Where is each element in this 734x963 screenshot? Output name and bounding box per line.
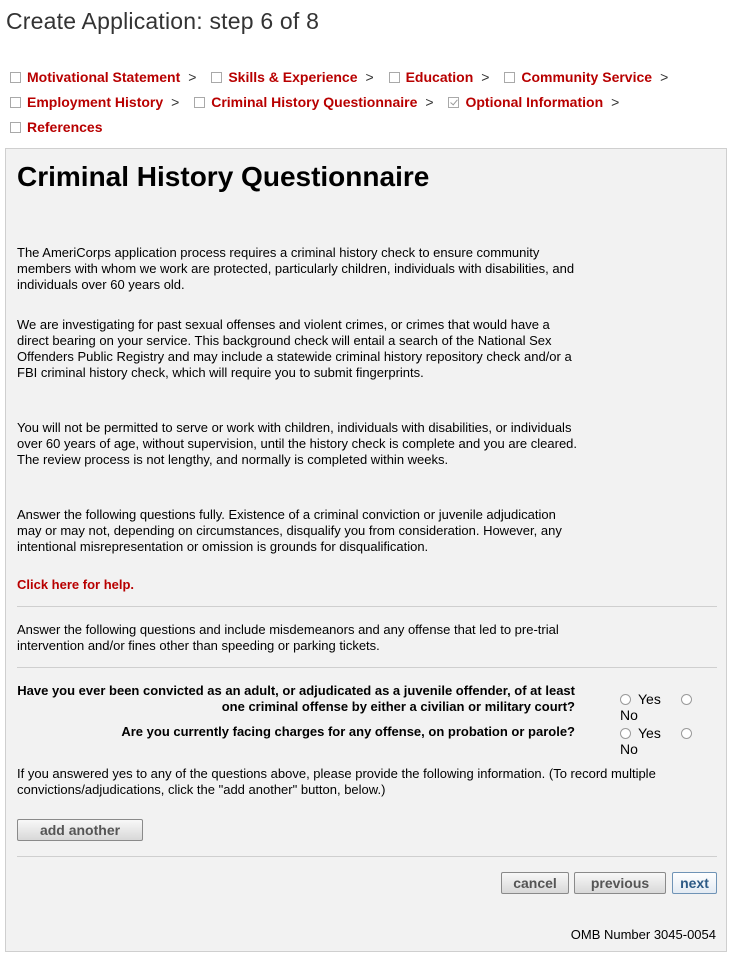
radio-label-yes: Yes: [638, 691, 661, 707]
divider: [17, 667, 717, 668]
omb-number: OMB Number 3045-0054: [570, 927, 716, 942]
add-another-button[interactable]: add another: [17, 819, 143, 841]
step-checkbox[interactable]: [389, 72, 400, 83]
radio-label-no: No: [620, 707, 638, 723]
step-checkbox[interactable]: [10, 122, 21, 133]
step-optional-information[interactable]: [448, 90, 628, 115]
step-separator: >: [188, 69, 197, 85]
step-link[interactable]: References: [27, 119, 103, 135]
step-link[interactable]: Education: [405, 69, 474, 85]
step-link[interactable]: Optional Information: [465, 94, 604, 110]
step-navigation: [10, 65, 725, 140]
step-education[interactable]: [389, 65, 499, 90]
step-checkbox[interactable]: [10, 97, 21, 108]
next-button[interactable]: next: [672, 872, 717, 894]
radio-charges-no[interactable]: [681, 728, 692, 739]
step-criminal-history[interactable]: [194, 90, 442, 115]
step-link[interactable]: Employment History: [27, 94, 164, 110]
radio-label-no: No: [620, 741, 638, 757]
step-link[interactable]: Community Service: [521, 69, 653, 85]
step-motivational-statement[interactable]: [10, 65, 205, 90]
question-convicted: Have you ever been convicted as an adult, or adjudicated as a juvenile offender, of at least one criminal offense by either a civilian or military court?: [17, 683, 575, 714]
previous-button[interactable]: previous: [574, 872, 666, 894]
step-community-service[interactable]: [504, 65, 677, 90]
step-checkbox[interactable]: [194, 97, 205, 108]
step-separator: >: [171, 94, 180, 110]
step-link[interactable]: Skills & Experience: [228, 69, 358, 85]
step-checkbox-checked[interactable]: [448, 97, 459, 108]
question-facing-charges-options: [620, 725, 726, 757]
investigation-paragraph: We are investigating for past sexual offenses and violent crimes, or crimes that would have a direct bearing on your service. This background check will entail a search of the National Sex Offenders Public Registry and may include a statewide criminal history repository check and/or a FBI criminal history check, which will require you to submit fingerprints.: [17, 317, 572, 380]
page-title: Create Application: step 6 of 8: [6, 8, 320, 34]
step-separator: >: [611, 94, 620, 110]
radio-label-yes: Yes: [638, 725, 661, 741]
cancel-button[interactable]: cancel: [501, 872, 569, 894]
step-link[interactable]: Criminal History Questionnaire: [211, 94, 418, 110]
step-employment-history[interactable]: [10, 90, 188, 115]
step-link[interactable]: Motivational Statement: [27, 69, 181, 85]
step-separator: >: [365, 69, 374, 85]
step-checkbox[interactable]: [211, 72, 222, 83]
step-skills-experience[interactable]: [211, 65, 382, 90]
divider: [17, 606, 717, 607]
radio-convicted-no[interactable]: [681, 694, 692, 705]
intro-paragraph: The AmeriCorps application process requires a criminal history check to ensure community members with whom we work are protected, particularly children, individuals with disabilities, and individuals over 60 years old.: [17, 245, 575, 292]
radio-convicted-yes[interactable]: [620, 694, 631, 705]
supervision-paragraph: You will not be permitted to serve or work with children, individuals with disabilities, or individuals over 60 years of age, without supervision, until the history check is complete and you are cleared. The review process is not lengthy, and normally is completed within weeks.: [17, 420, 578, 467]
step-separator: >: [425, 94, 434, 110]
question-convicted-options: [620, 691, 726, 723]
divider: [17, 856, 717, 857]
step-references[interactable]: [10, 115, 103, 140]
question-facing-charges: Are you currently facing charges for any offense, on probation or parole?: [121, 724, 575, 739]
additional-info-paragraph: If you answered yes to any of the questions above, please provide the following information. (To record multiple convictions/adjudications, click the "add another" button, below.): [17, 766, 656, 797]
section-title: Criminal History Questionnaire: [17, 161, 430, 192]
step-checkbox[interactable]: [504, 72, 515, 83]
step-separator: >: [481, 69, 490, 85]
step-separator: >: [660, 69, 669, 85]
radio-charges-yes[interactable]: [620, 728, 631, 739]
step-checkbox[interactable]: [10, 72, 21, 83]
questionnaire-panel: [5, 148, 727, 952]
help-link[interactable]: Click here for help.: [17, 577, 135, 592]
disqualification-paragraph: Answer the following questions fully. Existence of a criminal conviction or juvenile adjudication may or may not, depending on circumstances, disqualify you from consideration. However, any intentional misrepresentation or omission is grounds for disqualification.: [17, 507, 562, 554]
instructions-paragraph: Answer the following questions and include misdemeanors and any offense that led to pre-trial intervention and/or fines other than speeding or parking tickets.: [17, 622, 559, 653]
